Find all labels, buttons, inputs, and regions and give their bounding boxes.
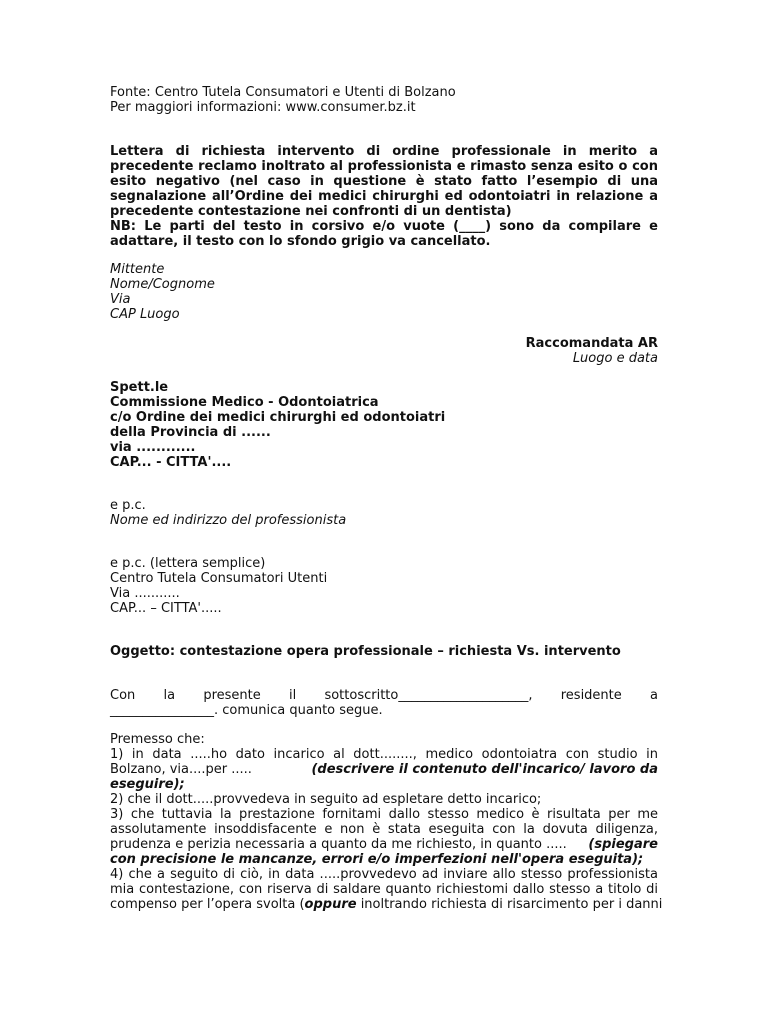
sender-name: Nome/Cognome xyxy=(110,277,215,292)
body-paragraphs xyxy=(110,732,663,912)
subject-text: Oggetto: contestazione opera professionale – richiesta Vs. intervento xyxy=(110,644,621,659)
opening-word: Con xyxy=(110,688,136,703)
point-1-placeholder: (descrivere il contenuto dell'incarico/ lavoro da xyxy=(311,762,658,777)
opening-word: la xyxy=(163,688,176,703)
opening-word: residente xyxy=(560,688,622,703)
recipient-line: della Provincia di ...... xyxy=(110,425,271,440)
point-4-placeholder: oppure xyxy=(304,897,357,912)
cc-consumer-block xyxy=(110,556,658,616)
recipient-line: c/o Ordine dei medici chirurghi ed odontoiatri xyxy=(110,410,446,425)
point-3-placeholder: (spiegare xyxy=(588,837,658,852)
opening-paragraph xyxy=(110,688,658,718)
point-1-line: 1) in data .....ho dato incarico al dott........, medico odontoiatra con studio in xyxy=(110,747,658,762)
recipient-line: CAP... - CITTA'.... xyxy=(110,455,232,470)
cc-city: CAP... – CITTA'..... xyxy=(110,601,222,616)
intro-line: Lettera di richiesta intervento di ordine professionale in merito a xyxy=(110,144,658,159)
opening-line xyxy=(110,688,658,703)
opening-word: il xyxy=(288,688,297,703)
shipping-block xyxy=(110,336,658,366)
intro-line: esito negativo (nel caso in questione è stato fatto l’esempio di una xyxy=(110,174,658,189)
premesso-heading: Premesso che: xyxy=(110,732,205,747)
point-1-text: Bolzano, via....per ..... xyxy=(110,762,252,777)
point-4-text: compenso per l’opera svolta ( xyxy=(110,897,305,912)
opening-word: sottoscritto____________________, xyxy=(324,688,533,703)
cc-label: e p.c. (lettera semplice) xyxy=(110,556,266,571)
sender-city: CAP Luogo xyxy=(110,307,180,322)
cc-professional: Nome ed indirizzo del professionista xyxy=(110,513,347,528)
point-3-line xyxy=(110,837,658,852)
sender-block xyxy=(110,262,658,322)
point-4-text: inoltrando richiesta di risarcimento per i danni xyxy=(356,897,663,912)
recipient-line: via ............ xyxy=(110,440,196,455)
point-1-line xyxy=(110,762,658,777)
intro-note-line: adattare, il testo con lo sfondo grigio va cancellato. xyxy=(110,234,491,249)
sender-street: Via xyxy=(110,292,131,307)
intro-line: precedente reclamo inoltrato al professionista e rimasto senza esito o con xyxy=(110,159,658,174)
intro-line: segnalazione all’Ordine dei medici chirurghi ed odontoiatri in relazione a xyxy=(110,189,658,204)
point-4-line: 4) che a seguito di ciò, in data .....provvedevo ad inviare allo stesso professionista xyxy=(110,867,658,882)
source-line: Fonte: Centro Tutela Consumatori e Utenti di Bolzano xyxy=(110,85,456,100)
point-3-line: 3) che tuttavia la prestazione fornitami dallo stesso medico è risultata per me xyxy=(110,807,658,822)
cc-label: e p.c. xyxy=(110,498,146,513)
place-date: Luogo e data xyxy=(572,351,658,366)
point-3-text: prudenza e perizia necessaria a quanto da me richiesto, in quanto ..... xyxy=(110,837,567,852)
recipient-line: Commissione Medico - Odontoiatrica xyxy=(110,395,379,410)
intro-heading xyxy=(110,144,658,249)
opening-word: a xyxy=(650,688,658,703)
source-website-line: Per maggiori informazioni: www.consumer.bz.it xyxy=(110,100,416,115)
cc-professional-block xyxy=(110,498,658,528)
source-block xyxy=(110,85,658,115)
cc-street: Via ........... xyxy=(110,586,180,601)
point-4-line xyxy=(110,897,663,912)
cc-org: Centro Tutela Consumatori Utenti xyxy=(110,571,328,586)
point-4-line: mia contestazione, con riserva di saldare quanto richiestomi dallo stesso a titolo di xyxy=(110,882,658,897)
intro-line: precedente contestazione nei confronti di un dentista) xyxy=(110,204,512,219)
intro-note-line: NB: Le parti del testo in corsivo e/o vuote (____) sono da compilare e xyxy=(110,219,658,234)
opening-line: ________________. comunica quanto segue. xyxy=(110,703,383,718)
recipient-line: Spett.le xyxy=(110,380,169,395)
recipient-block xyxy=(110,380,658,470)
subject-line xyxy=(110,644,658,659)
point-2-line: 2) che il dott.....provvedeva in seguito ad espletare detto incarico; xyxy=(110,792,542,807)
shipping-type: Raccomandata AR xyxy=(525,336,658,351)
point-3-line: assolutamente insoddisfacente e non è stata eseguita con la dovuta diligenza, xyxy=(110,822,658,837)
point-1-placeholder: eseguire); xyxy=(110,777,185,792)
opening-word: presente xyxy=(203,688,261,703)
sender-label: Mittente xyxy=(110,262,165,277)
point-3-placeholder: con precisione le mancanze, errori e/o imperfezioni nell'opera eseguita); xyxy=(110,852,644,867)
